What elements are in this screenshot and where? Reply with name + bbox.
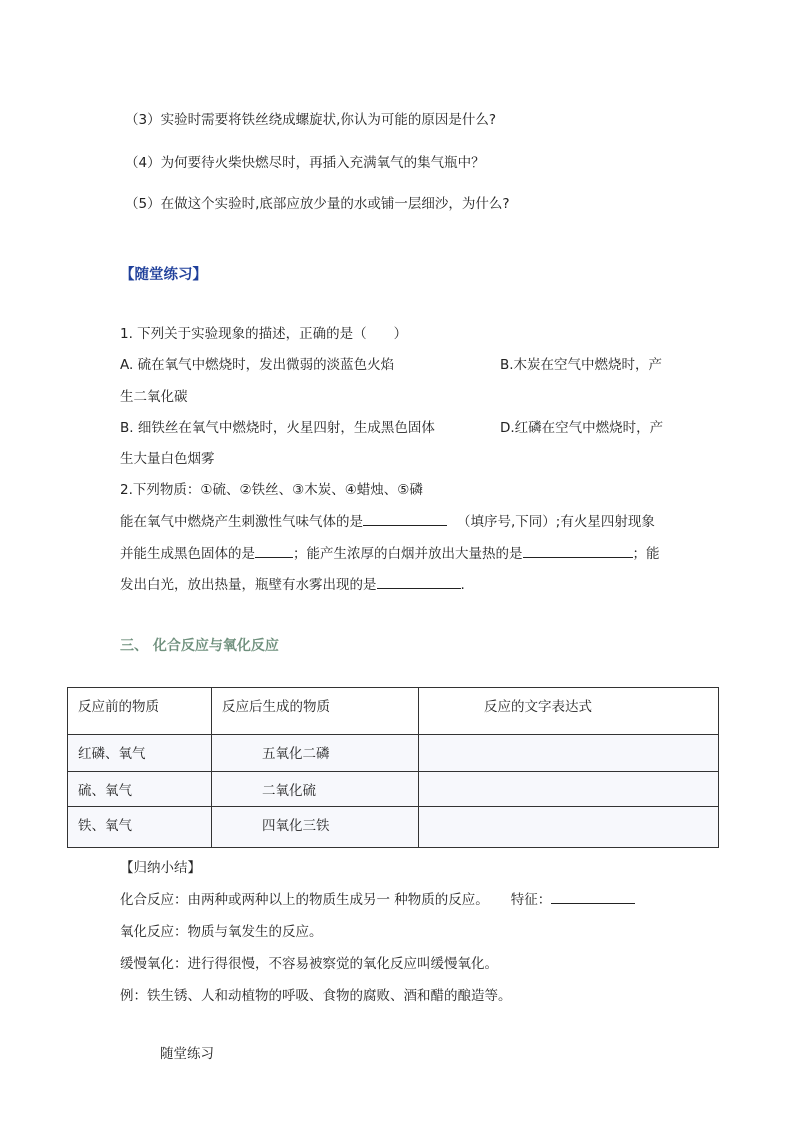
table-cell-answer[interactable]: [419, 807, 719, 848]
q1-option-a: A. 硫在氧气中燃烧时，发出微弱的淡蓝色火焰: [120, 357, 395, 373]
q2-line-3-text-a: 发出白光，放出热量，瓶壁有水雾出现的是: [120, 577, 377, 593]
q1-option-d: D.红磷在空气中燃烧时，产: [500, 420, 664, 436]
combination-reaction-definition: [120, 888, 635, 908]
table-cell: 红磷、氧气: [68, 735, 212, 772]
q1-stem: 1. 下列关于实验现象的描述，正确的是（ ）: [120, 326, 408, 342]
table-cell: 铁、氧气: [68, 807, 212, 848]
q1-option-d-cont: 生大量白色烟雾: [120, 451, 215, 467]
table-row: [68, 772, 719, 807]
table-cell: 硫、氧气: [68, 772, 212, 807]
q2-line-2: [120, 542, 660, 562]
q2-line-2-text-c: ；能: [632, 546, 660, 562]
q2-line-2-text-a: 并能生成黑色固体的是: [120, 546, 255, 562]
table-row: [68, 807, 719, 848]
question-3: （3）实验时需要将铁丝绕成螺旋状,你认为可能的原因是什么?: [125, 112, 497, 128]
section-3-heading: 三、 化合反应与氧化反应: [120, 638, 279, 654]
q2-line-3-text-b: .: [460, 577, 465, 593]
q2-line-1-text-b: （填序号,下同）;有火星四射现象: [457, 514, 655, 530]
answer-blank-1[interactable]: [363, 513, 447, 526]
table-row: [68, 735, 719, 772]
feature-label: 特征：: [510, 892, 552, 908]
table-cell: 二氧化硫: [212, 772, 419, 807]
summary-heading: 【归纳小结】: [120, 860, 201, 876]
q2-stem: 2.下列物质：①硫、②铁丝、③木炭、④蜡烛、⑤磷: [120, 482, 423, 498]
q2-line-1: [120, 510, 655, 530]
table-cell-answer[interactable]: [419, 735, 719, 772]
example-text: 例：铁生锈、人和动植物的呼吸、食物的腐败、酒和醋的酿造等。: [120, 988, 512, 1004]
q1-option-b-right: B.木炭在空气中燃烧时，产: [500, 357, 663, 373]
question-4: （4）为何要待火柴快燃尽时，再插入充满氧气的集气瓶中？: [125, 155, 485, 171]
table-header-cell: 反应后生成的物质: [212, 688, 419, 735]
table-cell-answer[interactable]: [419, 772, 719, 807]
table-header-cell: 反应前的物质: [68, 688, 212, 735]
table-header-row: [68, 688, 719, 735]
combination-text: 化合反应：由两种或两种以上的物质生成另一 种物质的反应。: [120, 892, 489, 908]
reaction-table: [67, 687, 719, 848]
table-cell: 五氧化二磷: [212, 735, 419, 772]
q1-option-a-cont: 生二氧化碳: [120, 389, 188, 405]
practice-heading: 【随堂练习】: [120, 267, 207, 283]
question-5: （5）在做这个实验时,底部应放少量的水或铺一层细沙，为什么?: [125, 196, 510, 212]
q1-option-b: B. 细铁丝在氧气中燃烧时，火星四射，生成黑色固体: [120, 420, 435, 436]
footer-practice-label: 随堂练习: [160, 1046, 214, 1062]
table-cell: 四氧化三铁: [212, 807, 419, 848]
q2-line-1-text-a: 能在氧气中燃烧产生刺激性气味气体的是: [120, 514, 363, 530]
q2-line-2-text-b: ；能产生浓厚的白烟并放出大量热的是: [293, 546, 523, 562]
table-header-cell: 反应的文字表达式: [419, 688, 719, 735]
slow-oxidation-definition: 缓慢氧化：进行得很慢，不容易被察觉的氧化反应叫缓慢氧化。: [120, 956, 498, 972]
answer-blank-2[interactable]: [255, 545, 293, 558]
oxidation-definition: 氧化反应：物质与氧发生的反应。: [120, 924, 323, 940]
feature-blank[interactable]: [551, 891, 635, 904]
answer-blank-4[interactable]: [377, 576, 461, 589]
answer-blank-3[interactable]: [523, 545, 633, 558]
q2-line-3: [120, 573, 465, 593]
